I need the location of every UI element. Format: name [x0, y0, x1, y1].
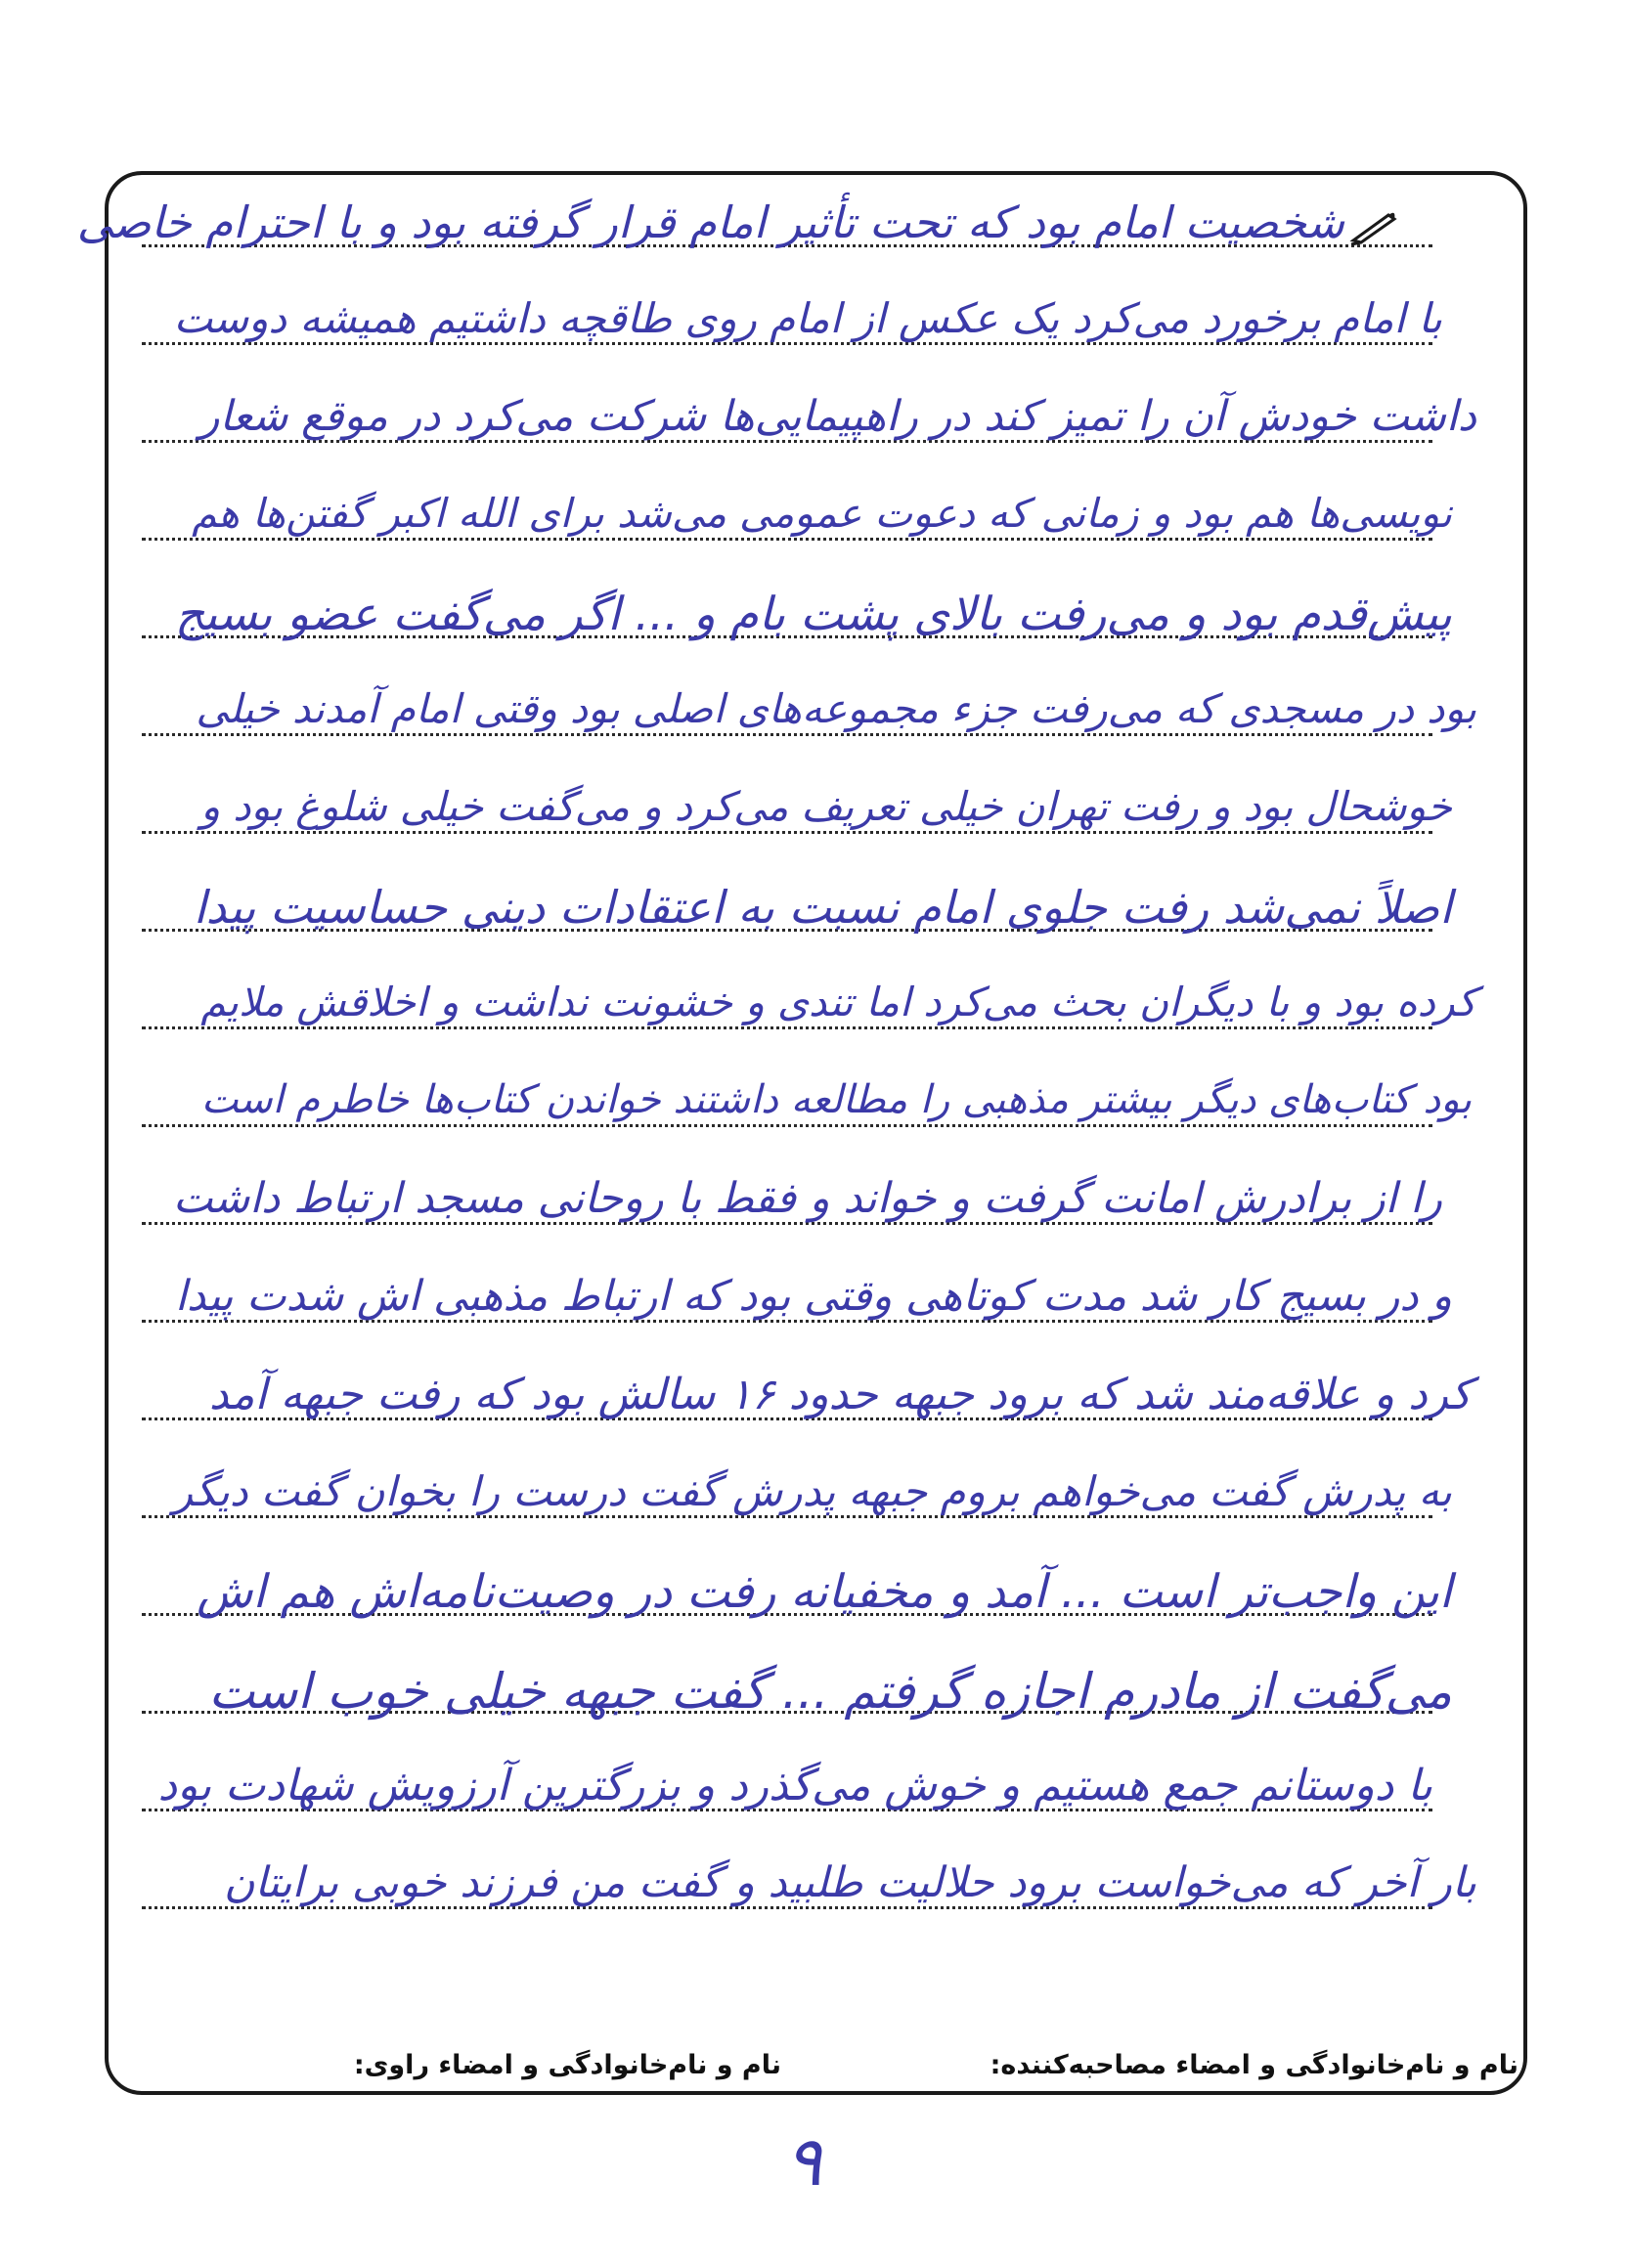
ruled-line: [142, 1026, 1432, 1029]
handwritten-line: می‌گفت از مادرم اجازه گرفتم ... گفت جبهه خیلی خوب است: [208, 1663, 1452, 1720]
quill-icon: [1349, 207, 1398, 246]
handwritten-line: را از برادرش امانت گرفت و خواند و فقط با روحانی مسجد ارتباط داشت: [172, 1174, 1442, 1223]
handwritten-line: به پدرش گفت می‌خواهم بروم جبهه پدرش گفت درست را بخوان گفت دیگر: [172, 1467, 1452, 1515]
page-number: ۹: [785, 2121, 822, 2202]
handwritten-line: شخصیت امام بود که تحت تأثیر امام قرار گرفته بود و با احترام خاصی: [76, 196, 1344, 248]
handwritten-line: بود کتاب‌های دیگر بیشتر مذهبی را مطالعه داشتند خواندن کتاب‌ها خاطرم است: [200, 1077, 1472, 1122]
handwritten-line: با امام برخورد می‌کرد یک عکس از امام روی طاقچه داشتیم همیشه دوست: [173, 294, 1442, 342]
ruled-line: [142, 538, 1432, 541]
handwritten-line: بود در مسجدی که می‌رفت جزء مجموعه‌های اصلی بود وقتی امام آمدند خیلی: [196, 685, 1476, 732]
handwritten-line: داشت خودش آن را تمیز کند در راهپیمایی‌ها شرکت می‌کرد در موقع شعار: [198, 392, 1476, 441]
narrator-signature-label: نام و نام‌خانوادگی و امضاء راوی:: [353, 2050, 781, 2080]
handwritten-line: و در بسیج کار شد مدت کوتاهی وقتی بود که ارتباط مذهبی اش شدت پیدا: [175, 1272, 1452, 1321]
handwritten-line: با دوستانم جمع هستیم و خوش می‌گذرد و بزرگترین آرزویش شهادت بود: [157, 1761, 1432, 1810]
handwritten-line: کرد و علاقه‌مند شد که برود جبهه حدود ۱۶ سالش بود که رفت جبهه آمد: [208, 1370, 1472, 1419]
handwritten-line: کرده بود و با دیگران بحث می‌کرد اما تندی و خشونت نداشت و اخلاقش ملایم: [200, 979, 1476, 1025]
interviewer-signature-label: نام و نام‌خانوادگی و امضاء مصاحبه‌کننده:: [990, 2050, 1518, 2080]
handwritten-line: خوشحال بود و رفت تهران خیلی تعریف می‌کرد و می‌گفت خیلی شلوغ بود و: [200, 783, 1452, 830]
ruled-line: [142, 1515, 1432, 1518]
ruled-line: [142, 831, 1432, 834]
handwritten-line: پیش‌قدم بود و می‌رفت بالای پشت بام و ... اگر می‌گفت عضو بسیج: [174, 588, 1452, 641]
handwritten-line: بار آخر که می‌خواست برود حلالیت طلبید و گفت من فرزند خوبی برایتان: [223, 1858, 1476, 1907]
handwritten-line: این واجب‌تر است ... آمد و مخفیانه رفت در وصیت‌نامه‌اش هم اش: [197, 1565, 1452, 1619]
ruled-line: [142, 342, 1432, 345]
handwritten-line: نویسی‌ها هم بود و زمانی که دعوت عمومی می‌شد برای الله اکبر گفتن‌ها هم: [192, 490, 1452, 537]
ruled-line: [142, 1124, 1432, 1127]
ruled-line: [142, 733, 1432, 736]
handwritten-line: اصلاً نمی‌شد رفت جلوی امام نسبت به اعتقادات دینی حساسیت پیدا: [193, 881, 1452, 934]
